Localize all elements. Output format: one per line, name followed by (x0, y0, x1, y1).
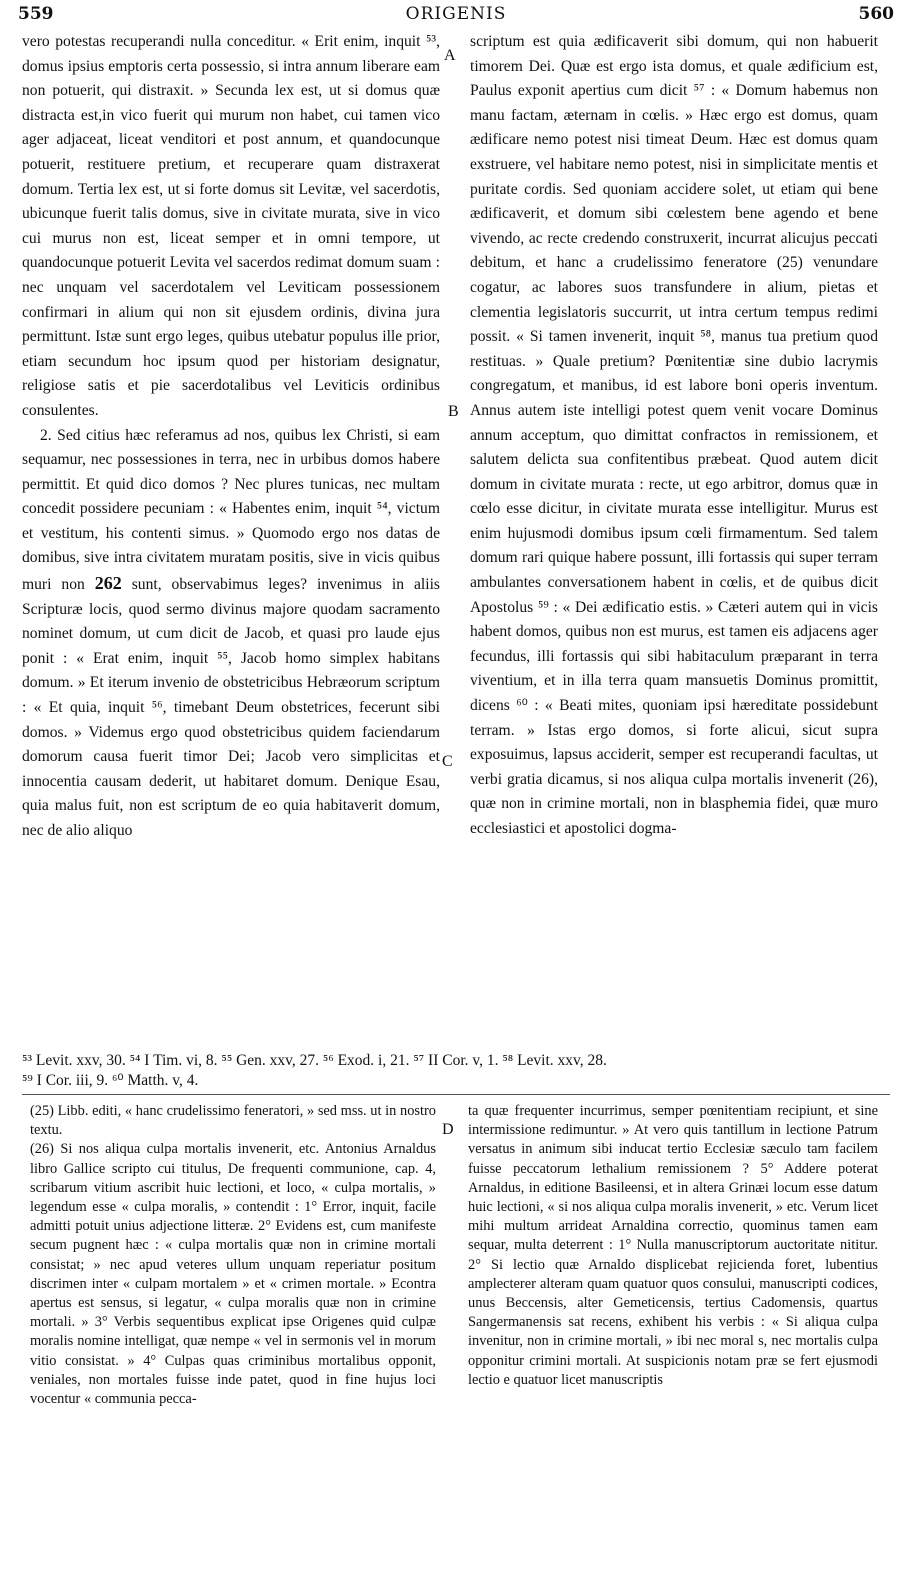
running-title: ORIGENIS (405, 4, 507, 24)
footnotes-right (468, 1102, 878, 1390)
references-line-1: ⁵³ Levit. xxv, 30. ⁵⁴ I Tim. vi, 8. ⁵⁵ Gen. xxv, 27. ⁵⁶ Exod. i, 21. ⁵⁷ II Cor. v, 1. ⁵⁸ Levit. xxv, 28. (22, 1052, 607, 1069)
page-number-left: 559 (18, 4, 54, 24)
left-paragraph-2-start: 2. Sed citius hæc referamus ad nos, quibus lex Christi, si eam sequamur, nec possessiones in terra, nec in urbibus domos habere permittit. Et quid dico domos ? Nec plures tunicas, nec multam concedit possidere pecuniam : « Habentes enim, inquit ⁵⁴, victum et vestitum, his contenti simus. » Quomodo ergo nos datas de domibus, sive intra civitatem muratam positis, sive in vicis quibus muri non (22, 426, 440, 594)
margin-marker-c: C (442, 753, 453, 770)
footnotes-left (30, 1102, 436, 1409)
right-column (470, 30, 878, 842)
margin-marker-b: B (448, 403, 459, 420)
footnote-divider (22, 1094, 890, 1095)
page-header (18, 4, 894, 30)
scripture-references (22, 1051, 890, 1091)
margin-marker-a: A (444, 47, 456, 64)
column-number-marker: 262 (94, 573, 122, 594)
left-column (22, 30, 440, 844)
references-line-2: ⁵⁹ I Cor. iii, 9. ⁶⁰ Matth. v, 4. (22, 1072, 199, 1089)
footnote-26: (26) Si nos aliqua culpa mortalis invenerit, etc. Antonius Arnaldus libro Gallice scripto cui titulus, De frequenti communione, cap. 4, scribarum vitium ascribit huic lectioni, et loco, « culpa mortalis, » legendum esse « culpa moralis, » contendit : 1° Error, inquit, facile admitti potuit unius adjectione litteræ. 2° Evidens est, cum manifeste secum pugnent hæc : « culpa mortalis quæ non in crimine mortali consistat; » nec apud veteres ullum unquam reperiatur positum discrimen inter « culpam mortalem » et « crimen mortale. » Econtra apertus est sensus, si legatur, « culpa moralis quæ non in crimine mortali. » 3° Verbis sequentibus explicat ipse Origenes quid culpæ moralis nomine intelligat, quæ nempe « vel in sermonis vel in morum vitio consistat. » 4° Culpas quas criminibus mortalibus opponit, veniales, non mortales fuisse inde patet, quod in fine hujus loci vocentur « communia pecca- (30, 1141, 436, 1408)
right-paragraph-1: scriptum est quia ædificaverit sibi domum, qui non habuerit timorem Dei. Quæ est ergo ista domus, et quale ædificium est, Paulus exponit apertius cum dicit ⁵⁷ : « Domum habemus non manu factam, æternam in cœlis. » Hæc ergo est domus, quam ædificare nemo potest nisi timeat Deum. Hæc est domus quam exstruere, vel habitare nemo potest, nisi in simplicitate mentis et puritate cordis. Sed quoniam accidere solet, ut etiam qui bene ædificaverit, et domum sibi cœlestem bene agendo et bene vivendo, ac recte credendo construxerit, incurrat alicujus peccati debitum, et hanc a crudelissimo feneratore (25) venundare cogatur, ac labores suos transfundere in alium, pietas et clementia legislatoris succurrit, ut intra certum tempus redimi possit. « Si tamen invenerit, inquit ⁵⁸, manus tua pretium quod restituas. » Quale pretium? Pœnitentiæ sine dubio lacrymis congregatum, et manibus, id est labore boni operis inventum. Annus autem iste intelligi potest quem venit vocare Dominus annum acceptum, quo dimittat confractos in remissionem, et salutem delicta sua confitentibus præbeat. Quod autem dicit domum in civitate murata : recte, ut ego arbitror, domus quæ in cœlo esse dicitur, in civitate murata esse intelligitur. Murus est enim hujusmodi domibus ipsum cœli firmamentum. Sed talem domum rari quique habere possunt, illi fortassis qui super terram ambulantes conversationem habent in cœlis, et de quibus dicit Apostolus ⁵⁹ : « Dei ædificatio estis. » Cæteri autem qui in vicis habent domos, quibus non est murus, est tamen eis adjacens ager fecundus, illi fortassis qui sibi habitaculum præparant in terra viventium, et in illa terra quam mansuetis Dominus promittit, dicens ⁶⁰ : « Beati mites, quoniam ipsi hæreditate possidebunt terram. » Istas ergo domos, si forte alicui, sicut supra exposuimus, lapsus acciderit, semper est recuperandi facultas, ut verbi gratia dicamus, si nos aliqua culpa mortalis invenerit (26), quæ non in crimine mortali, non in blasphemia fidei, quæ muro ecclesiastici et apostolici dogma- (470, 33, 878, 837)
page-number-right: 560 (858, 4, 894, 24)
left-paragraph-2-end: sunt, observabimus leges? invenimus in aliis Scripturæ locis, quod sermo divinus majore quodam sacramento nominet domum, ut cum dicit de Jacob, et quasi pro laude ejus ponit : « Erat enim, inquit ⁵⁵, Jacob homo simplex habitans domum. » Et iterum invenio de obstetricibus Hebræorum scriptum : « Et quia, inquit ⁵⁶, timebant Deum obstetrices, fecerunt sibi domos. » Videmus ergo quod obstetricibus quidem faciendarum domorum causa fuerit timor Dei; Jacob vero simplicitas et innocentia causam dederit, ut habitaret domum. Denique Esau, quia malus fuit, non est scriptum de eo quia habitaverit domum, nec de alio aliquo (22, 576, 440, 839)
left-paragraph-1: vero potestas recuperandi nulla conceditur. « Erit enim, inquit ⁵³, domus ipsius emptoris certa possessio, si intra annum liberare eam non potuerit, qui distraxit. » Secunda lex est, ut si domus quæ distracta est,in vico fuerit qui murum non habet, cui tamen vico ager adjaceat, liceat venditori et post annum, et quandocunque potuerit, restituere pretium, et recuperare quam distraxerat domum. Tertia lex est, ut si forte domus sit Levitæ, vel sacerdotis, ubicunque fuerit talis domus, sive in civitate murata, sive in vico cui murus non est, liceat semper et in omni tempore, ut quandocunque potuerit Levita vel sacerdos redimat domum suam : nec unquam vel sacerdotalem vel Leviticam possessionem confirmari in alium qui non sit ejusdem ordinis, divina jura permittunt. Istæ sunt ergo leges, quibus utebatur populus ille prior, etiam secundum hoc ipsum quod per historiam designatur, religiose satis et pie sacerdotalibus vel Leviticis ordinibus consulentes. (22, 33, 440, 419)
footnote-25: (25) Libb. editi, « hanc crudelissimo feneratori, » sed mss. ut in nostro textu. (30, 1103, 436, 1139)
footnote-26-continued: ta quæ frequenter incurrimus, semper pœnitentiam recipiunt, et sine intermissione redimuntur. » At vero quis tantillum in lectione Patrum versatus in animum sibi inducat tertio Ecclesiæ sæculo tam facilem fuisse peccatorum lethalium remissionem ? 5° Addere poterat Arnaldus, in editione Basileensi, et in altera Grinæi locum esse datum huic lectioni, « si nos aliqua culpa moralis invenerit, » etc. Verum licet mihi multum arrideat Arnaldina correctio, quominus tamen eam sequar, multa deterrent : 1° Nulla manuscriptorum auctoritate nititur. 2° Si lectio quæ Arnaldo displicebat rejicienda foret, lubentius amplecterer alteram quam quatuor quos consului, manuscripti codices, unus Beccensis, alter Gemeticensis, tertius Cadomensis, quartus Sangermanensis sat recens, exhibent his verbis : « Si aliqua culpa invenitur, non in crimine mortali, » ibi nec moral s, nec mortalis culpa opponitur crimini mortali. At suspicionis notam præ se fert ejusmodi lectio e quatuor licet manuscriptis (468, 1103, 878, 1388)
margin-marker-d: D (442, 1121, 454, 1138)
left-paragraph-2 (22, 424, 440, 844)
